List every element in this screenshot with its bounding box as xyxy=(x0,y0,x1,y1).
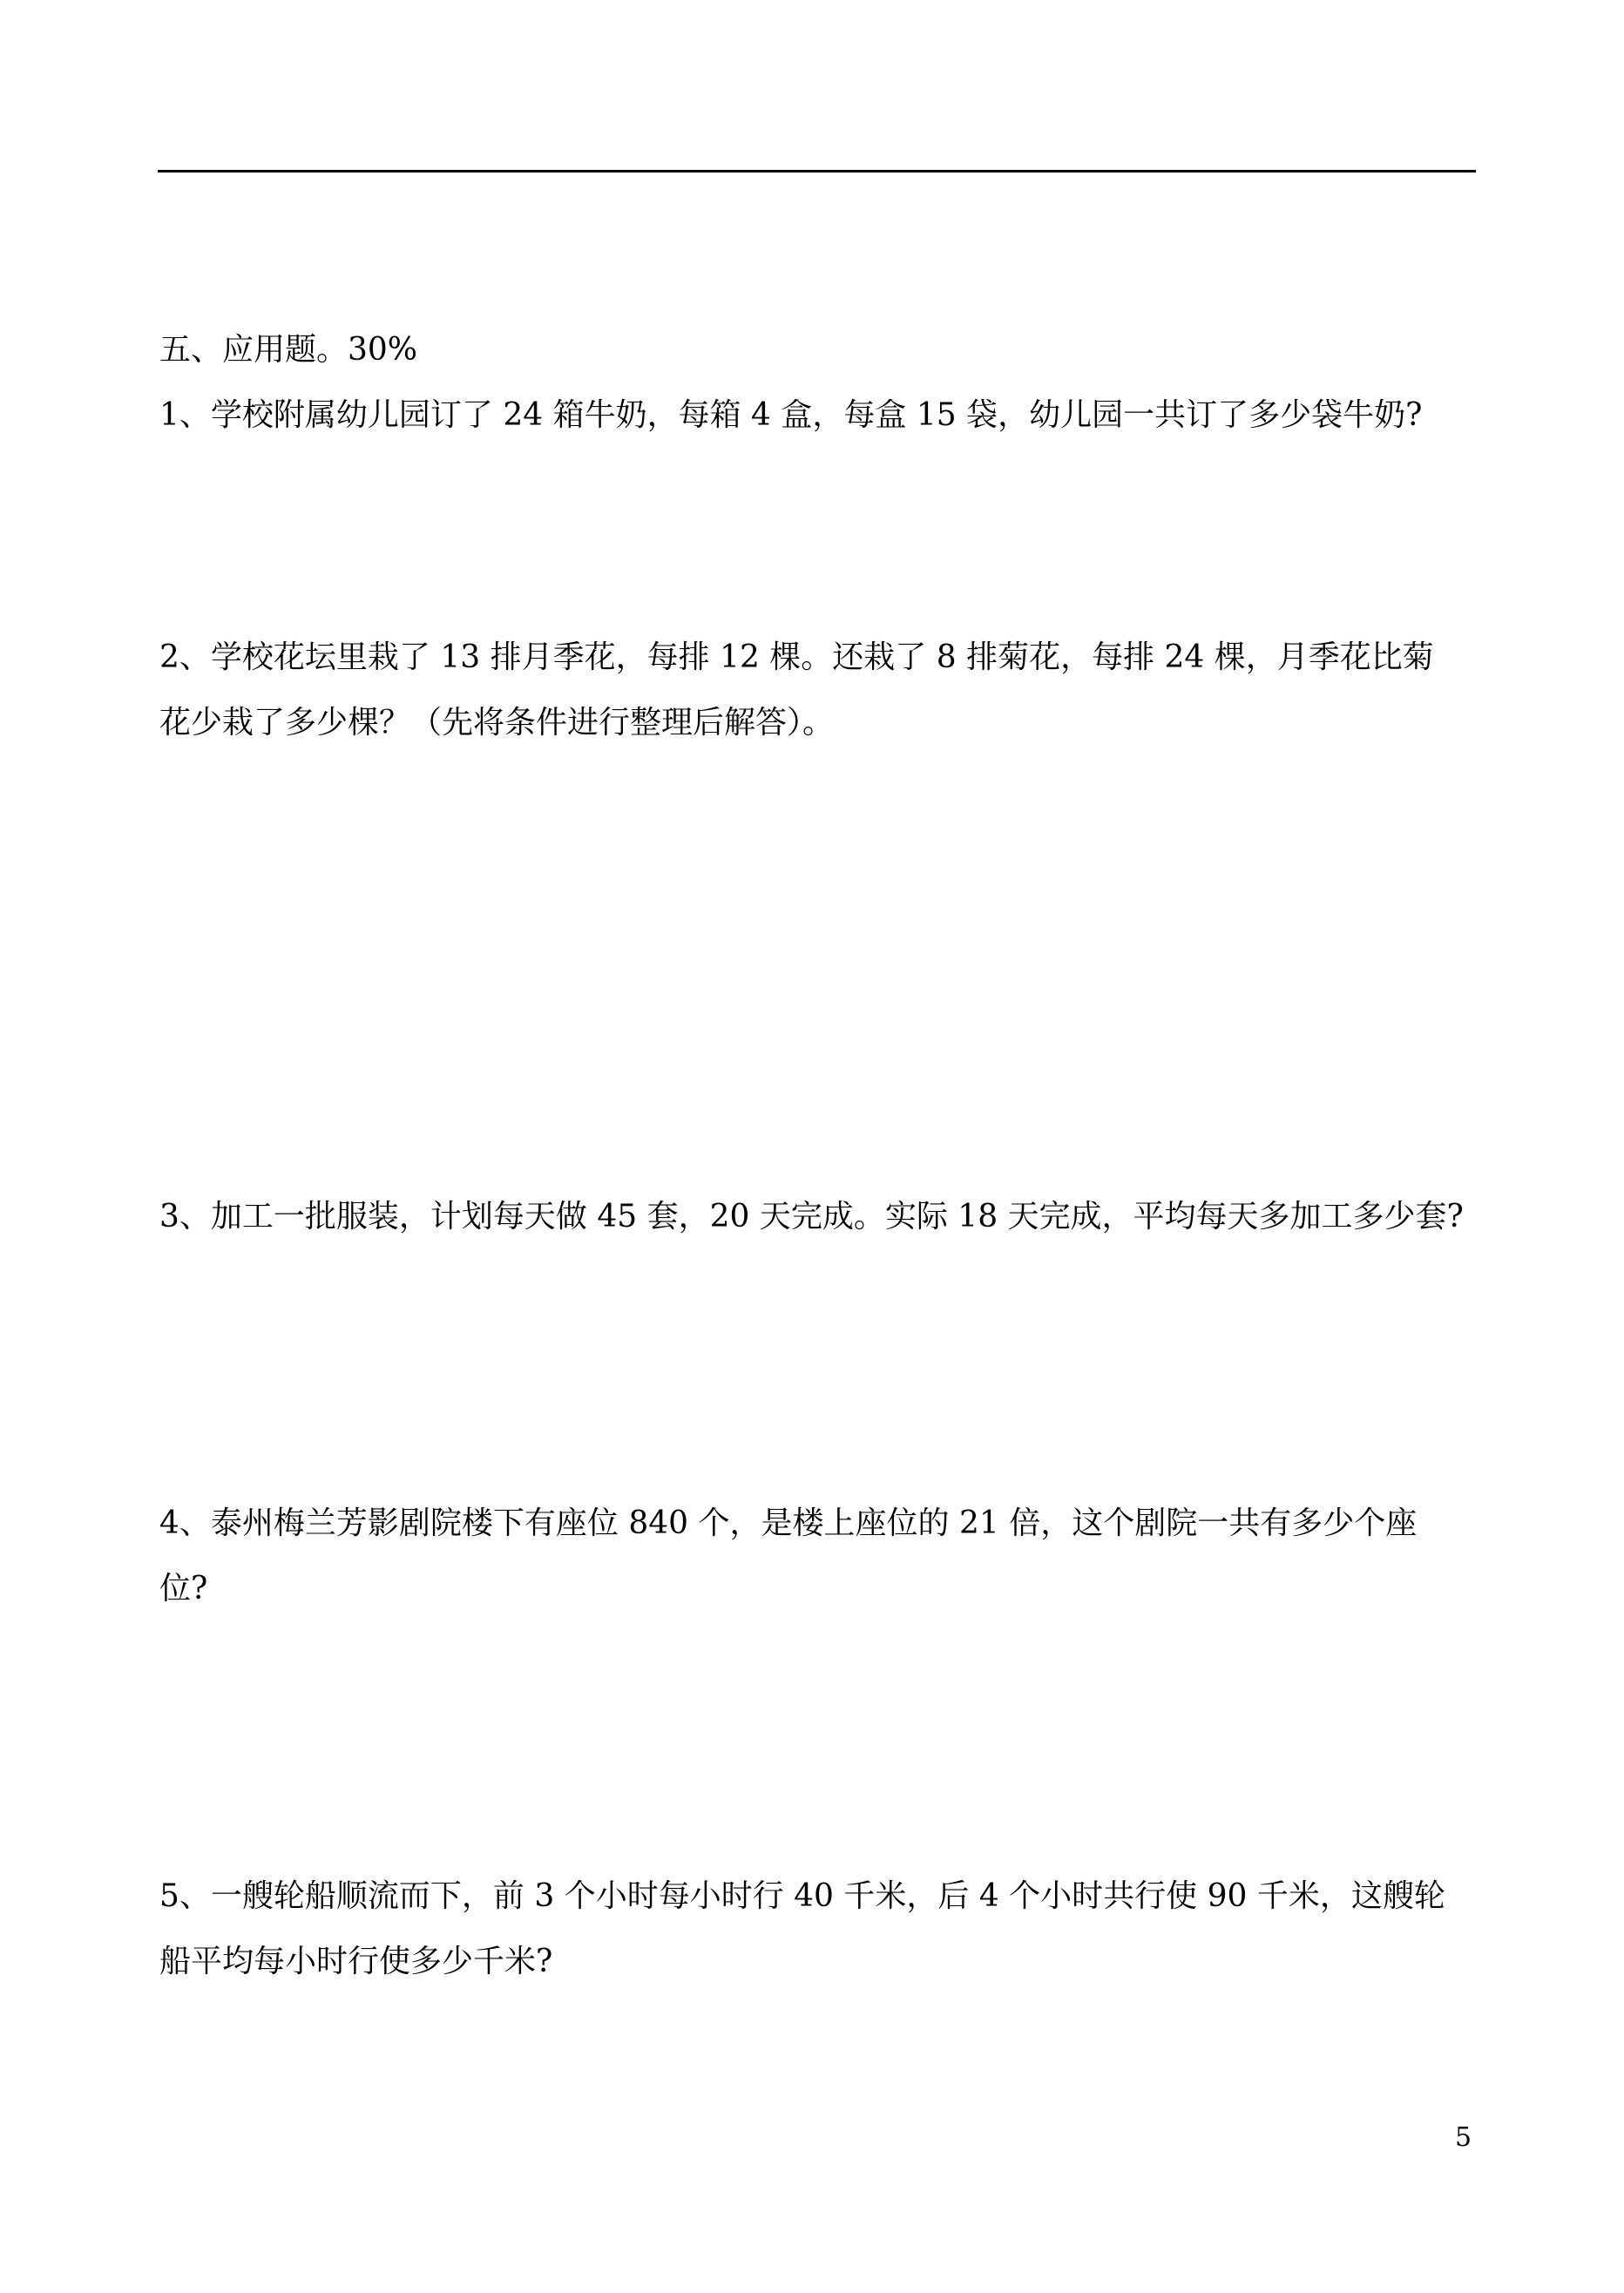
page-number: 5 xyxy=(1455,2122,1472,2153)
question-3-line-1: 3、加工一批服装，计划每天做 45 套，20 天完成。实际 18 天完成，平均每天多加工多少套? xyxy=(159,1199,1464,1234)
question-4-line-1: 4、泰州梅兰芳影剧院楼下有座位 840 个，是楼上座位的 21 倍，这个剧院一共有多少个座 xyxy=(159,1505,1418,1541)
header-rule xyxy=(158,170,1476,172)
section-title: 五、应用题。30% xyxy=(159,332,418,368)
question-5-line-1: 5、一艘轮船顺流而下，前 3 个小时每小时行 40 千米，后 4 个小时共行使 90 千米，这艘轮 xyxy=(159,1878,1445,1914)
question-4-line-2: 位? xyxy=(159,1571,208,1606)
question-1-line-1: 1、学校附属幼儿园订了 24 箱牛奶，每箱 4 盒，每盒 15 袋，幼儿园一共订了多少袋牛奶? xyxy=(159,397,1423,433)
question-2-line-2: 花少栽了多少棵？（先将条件进行整理后解答）。 xyxy=(159,705,835,741)
question-5-line-2: 船平均每小时行使多少千米? xyxy=(159,1944,553,1979)
question-2-line-1: 2、学校花坛里栽了 13 排月季花，每排 12 棵。还栽了 8 排菊花，每排 24 棵，月季花比菊 xyxy=(159,639,1434,675)
